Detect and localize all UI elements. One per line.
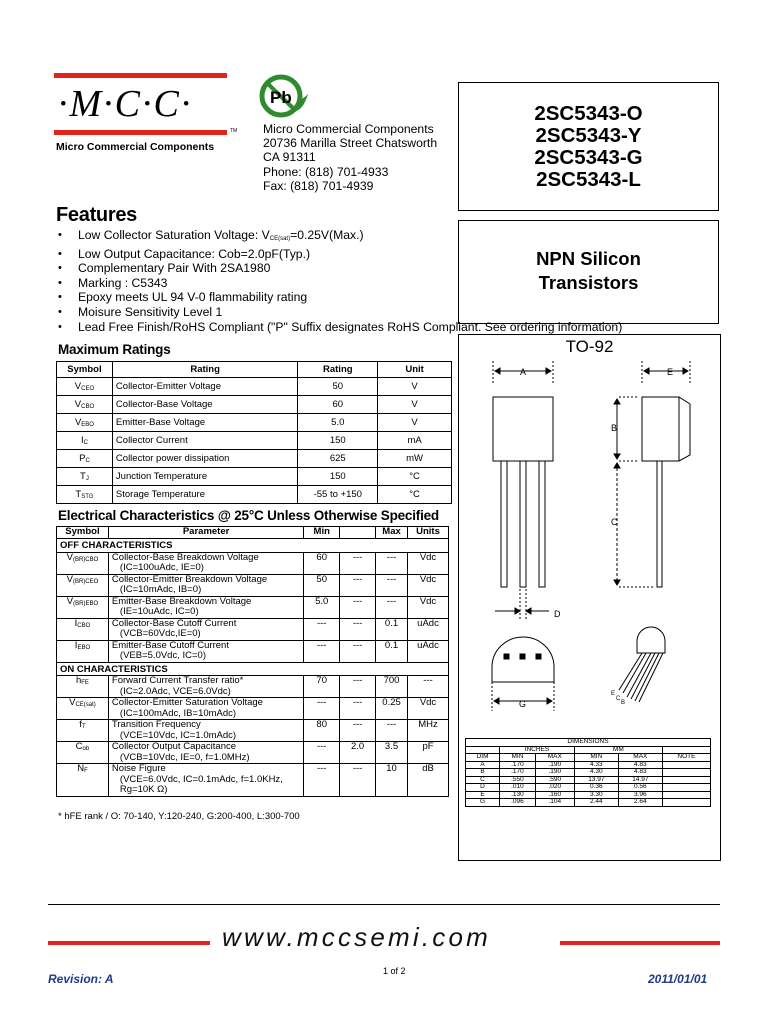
electrical-row (57, 764, 449, 797)
parameter-cell: Collector Output Capacitance (VCB=10Vdc, IE=0, f=1.0MHz) (108, 742, 303, 764)
parameter-cell: Collector-Base Breakdown Voltage (IC=100uAdc, IE=0) (108, 552, 303, 574)
value-cell: 0.1 (376, 618, 408, 640)
elec-header: Parameter (108, 527, 303, 539)
value-cell: MHz (408, 720, 449, 742)
dimension-cell: E (466, 791, 500, 799)
elec-header: Max (376, 527, 408, 539)
table-cell: Storage Temperature (112, 486, 297, 504)
mcc-logo: ·M·C·C· (58, 83, 193, 125)
revision-label: Revision: A (48, 972, 114, 986)
value-cell: --- (340, 698, 376, 720)
value-cell: --- (340, 618, 376, 640)
dim-inches: INCHES (500, 746, 575, 754)
value-cell: Vdc (408, 552, 449, 574)
pin-e-label: E (611, 691, 616, 697)
electrical-row (57, 676, 449, 698)
feature-item: • Lead Free Finish/RoHS Compliant ("P" Suffix designates RoHS Compliant. See ordering information) (58, 320, 622, 335)
dimension-cell: 2.64 (618, 799, 662, 807)
value-cell: --- (304, 640, 340, 662)
parameter-cell: Forward Current Transfer ratio* (IC=2.0Adc, VCE=6.0Vdc) (108, 676, 303, 698)
value-cell: 80 (304, 720, 340, 742)
dimension-cell (662, 791, 710, 799)
table-cell: 150 (298, 432, 378, 450)
dimension-cell: .160 (535, 791, 574, 799)
dimension-cell: D (466, 784, 500, 792)
dim-header: MAX (618, 754, 662, 762)
table-cell: V (378, 396, 452, 414)
symbol-cell: fT (57, 720, 109, 742)
logo-subtitle: Micro Commercial Components (56, 141, 215, 153)
value-cell: --- (304, 618, 340, 640)
parameter-cell: Noise Figure (VCE=6.0Vdc, IC=0.1mAdc, f=1.0KHz, Rg=10K Ω) (108, 764, 303, 797)
feature-item: • Marking : C5343 (58, 276, 622, 291)
symbol-cell: VCE(sat) (57, 698, 109, 720)
dimension-row (466, 761, 711, 769)
value-cell: --- (376, 552, 408, 574)
value-cell: 0.1 (376, 640, 408, 662)
symbol-cell: VEBO (57, 414, 113, 432)
value-cell: --- (376, 596, 408, 618)
dim-header: DIM (466, 754, 500, 762)
value-cell: 10 (376, 764, 408, 797)
features-list (58, 228, 622, 334)
parameter-cell: Collector-Emitter Saturation Voltage (IC=100mAdc, IB=10mAdc) (108, 698, 303, 720)
electrical-row (57, 720, 449, 742)
footer-red-bar-left (48, 941, 210, 945)
logo-top-bar (54, 73, 227, 78)
value-cell: --- (376, 720, 408, 742)
value-cell: --- (304, 698, 340, 720)
value-cell: --- (376, 574, 408, 596)
website-url[interactable]: www.mccsemi.com (222, 922, 492, 952)
dimension-cell: A (466, 761, 500, 769)
value-cell: uAdc (408, 640, 449, 662)
dimension-cell: 4.30 (574, 769, 618, 777)
pb-text: Pb (270, 88, 292, 107)
dimension-row (466, 776, 711, 784)
address-line: Micro Commercial Components (263, 122, 434, 136)
dimension-cell: .170 (500, 761, 536, 769)
dimension-cell: 2.44 (574, 799, 618, 807)
part-number-box (458, 82, 719, 211)
dim-e-label: E (667, 367, 674, 377)
symbol-cell: V(BR)CBO (57, 552, 109, 574)
dimension-cell: .190 (535, 769, 574, 777)
electrical-row (57, 640, 449, 662)
dim-title: DIMENSIONS (466, 739, 711, 747)
description-line: NPN Silicon (536, 248, 641, 269)
feature-item: • Low Collector Saturation Voltage: VCE(sat)=0.25V(Max.) (58, 228, 622, 247)
dimension-cell: C (466, 776, 500, 784)
electrical-row (57, 742, 449, 764)
dim-b-label: B (611, 423, 618, 433)
dimension-cell: 3.96 (618, 791, 662, 799)
value-cell: 2.0 (340, 742, 376, 764)
dimensions-table (465, 738, 711, 807)
dim-header: MAX (535, 754, 574, 762)
dimension-cell: .550 (500, 776, 536, 784)
dim-header: MIN (574, 754, 618, 762)
table-cell: °C (378, 468, 452, 486)
value-cell: 70 (304, 676, 340, 698)
table-cell: 625 (298, 450, 378, 468)
address-line: 20736 Marilla Street Chatsworth (263, 136, 438, 151)
address-line: CA 91311 (263, 150, 316, 165)
dimension-cell: G (466, 799, 500, 807)
value-cell: Vdc (408, 574, 449, 596)
pin-c-label: C (616, 696, 621, 702)
dimension-cell: .170 (500, 769, 536, 777)
dimension-cell (662, 776, 710, 784)
dim-header: NOTE (662, 754, 710, 762)
elec-header: Min (304, 527, 340, 539)
part-number: 2SC5343-O (534, 102, 643, 125)
max-ratings-table (56, 361, 452, 504)
symbol-cell: V(BR)EBO (57, 596, 109, 618)
dim-a-label: A (520, 367, 527, 377)
pb-free-icon (259, 72, 311, 120)
max-ratings-heading: Maximum Ratings (58, 342, 171, 357)
table-cell: 60 (298, 396, 378, 414)
table-cell: Collector power dissipation (112, 450, 297, 468)
dimension-cell: 13.97 (574, 776, 618, 784)
symbol-cell: ICBO (57, 618, 109, 640)
max-ratings-row (57, 450, 452, 468)
symbol-cell: V(BR)CEO (57, 574, 109, 596)
symbol-cell: IC (57, 432, 113, 450)
dimension-cell: .590 (535, 776, 574, 784)
electrical-heading: Electrical Characteristics @ 25°C Unless Otherwise Specified (58, 508, 439, 523)
part-number: 2SC5343-Y (535, 124, 642, 147)
dim-c-label: C (611, 517, 618, 527)
dim-header: MIN (500, 754, 536, 762)
table-cell: mW (378, 450, 452, 468)
table-cell: 50 (298, 378, 378, 396)
value-cell: Vdc (408, 596, 449, 618)
value-cell: --- (304, 764, 340, 797)
symbol-cell: TJ (57, 468, 113, 486)
dim-mm: MM (574, 746, 662, 754)
features-heading: Features (56, 204, 137, 226)
dimension-row (466, 799, 711, 807)
table-cell: Collector-Base Voltage (112, 396, 297, 414)
symbol-cell: NF (57, 764, 109, 797)
dimension-cell: .190 (535, 761, 574, 769)
dim-g-label: G (519, 699, 527, 709)
parameter-cell: Emitter-Base Cutoff Current (VEB=5.0Vdc, IC=0) (108, 640, 303, 662)
value-cell: --- (408, 676, 449, 698)
dimension-cell: 0.36 (574, 784, 618, 792)
dimension-cell: .096 (500, 799, 536, 807)
value-cell: 700 (376, 676, 408, 698)
max-ratings-row (57, 468, 452, 486)
value-cell: 3.5 (376, 742, 408, 764)
trademark-mark: TM (230, 128, 238, 134)
page-number: 1 of 2 (383, 966, 406, 976)
address-line: Phone: (818) 701-4933 (263, 164, 389, 179)
dimension-cell: 3.30 (574, 791, 618, 799)
pin-b-label: B (621, 700, 626, 706)
dimension-row (466, 784, 711, 792)
description-line: Transistors (538, 272, 639, 293)
off-characteristics-label: OFF CHARACTERISTICS (57, 539, 449, 553)
value-cell: --- (340, 640, 376, 662)
dimension-row (466, 769, 711, 777)
revision-date: 2011/01/01 (648, 972, 708, 986)
symbol-cell: IEBO (57, 640, 109, 662)
symbol-cell: TSTG (57, 486, 113, 504)
elec-header: Symbol (57, 527, 109, 539)
table-cell: mA (378, 432, 452, 450)
elec-header: Units (408, 527, 449, 539)
dimension-cell (662, 761, 710, 769)
dimension-cell (662, 784, 710, 792)
dimension-cell (662, 769, 710, 777)
dimension-cell (662, 799, 710, 807)
footer-red-bar-right (560, 941, 720, 945)
max-header: Rating (298, 362, 378, 378)
electrical-row (57, 618, 449, 640)
package-drawing (459, 335, 720, 735)
max-ratings-row (57, 486, 452, 504)
value-cell: --- (340, 720, 376, 742)
dimension-cell: .130 (500, 791, 536, 799)
value-cell: uAdc (408, 618, 449, 640)
table-cell: Collector-Emitter Voltage (112, 378, 297, 396)
symbol-cell: VCEO (57, 378, 113, 396)
value-cell: 60 (304, 552, 340, 574)
electrical-row (57, 596, 449, 618)
value-cell: 0.25 (376, 698, 408, 720)
dimension-cell: 14.97 (618, 776, 662, 784)
max-ratings-row (57, 396, 452, 414)
dimension-cell: B (466, 769, 500, 777)
table-cell: 5.0 (298, 414, 378, 432)
value-cell: --- (340, 574, 376, 596)
symbol-cell: VCBO (57, 396, 113, 414)
max-ratings-row (57, 432, 452, 450)
footer-rule (48, 904, 720, 905)
dimension-cell: .104 (535, 799, 574, 807)
package-title: TO-92 (565, 337, 614, 356)
dimension-cell: 4.33 (574, 761, 618, 769)
parameter-cell: Emitter-Base Breakdown Voltage (IE=10uAdc, IC=0) (108, 596, 303, 618)
max-header: Unit (378, 362, 452, 378)
table-cell: V (378, 378, 452, 396)
table-cell: Collector Current (112, 432, 297, 450)
table-cell: Junction Temperature (112, 468, 297, 486)
feature-item: • Epoxy meets UL 94 V-0 flammability rating (58, 290, 622, 305)
electrical-row (57, 698, 449, 720)
table-cell: Emitter-Base Voltage (112, 414, 297, 432)
max-header: Symbol (57, 362, 113, 378)
feature-item: • Moisure Sensitivity Level 1 (58, 305, 622, 320)
value-cell: Vdc (408, 698, 449, 720)
electrical-row (57, 574, 449, 596)
dimension-row (466, 791, 711, 799)
company-address (263, 122, 437, 193)
on-characteristics-label: ON CHARACTERISTICS (57, 662, 449, 676)
dimension-cell: .010 (500, 784, 536, 792)
symbol-cell: PC (57, 450, 113, 468)
value-cell: --- (340, 764, 376, 797)
table-cell: -55 to +150 (298, 486, 378, 504)
parameter-cell: Transition Frequency (VCE=10Vdc, IC=1.0mAdc) (108, 720, 303, 742)
feature-item: • Complementary Pair With 2SA1980 (58, 261, 622, 276)
max-ratings-row (57, 414, 452, 432)
feature-item: • Low Output Capacitance: Cob=2.0pF(Typ.) (58, 247, 622, 262)
value-cell: 50 (304, 574, 340, 596)
part-number: 2SC5343-L (536, 168, 641, 191)
parameter-cell: Collector-Base Cutoff Current (VCB=60Vdc,IE=0) (108, 618, 303, 640)
value-cell: --- (340, 596, 376, 618)
dim-d-label: D (554, 609, 561, 619)
logo-bottom-bar (54, 130, 227, 135)
part-number: 2SC5343-G (534, 146, 643, 169)
dimension-cell: 4.83 (618, 769, 662, 777)
dimension-cell: .020 (535, 784, 574, 792)
value-cell: --- (340, 676, 376, 698)
dimension-cell: 4.83 (618, 761, 662, 769)
table-cell: °C (378, 486, 452, 504)
symbol-cell: hFE (57, 676, 109, 698)
parameter-cell: Collector-Emitter Breakdown Voltage (IC=10mAdc, IB=0) (108, 574, 303, 596)
table-cell: V (378, 414, 452, 432)
value-cell: 5.0 (304, 596, 340, 618)
value-cell: dB (408, 764, 449, 797)
elec-header (340, 527, 376, 539)
table-cell: 150 (298, 468, 378, 486)
electrical-row (57, 552, 449, 574)
hfe-rank-note: * hFE rank / O: 70-140, Y:120-240, G:200-400, L:300-700 (58, 811, 300, 822)
value-cell: --- (304, 742, 340, 764)
max-ratings-row (57, 378, 452, 396)
symbol-cell: Cob (57, 742, 109, 764)
value-cell: pF (408, 742, 449, 764)
electrical-table (56, 526, 449, 797)
address-line: Fax: (818) 701-4939 (263, 178, 374, 193)
max-header: Rating (112, 362, 297, 378)
value-cell: --- (340, 552, 376, 574)
dimension-cell: 0.56 (618, 784, 662, 792)
